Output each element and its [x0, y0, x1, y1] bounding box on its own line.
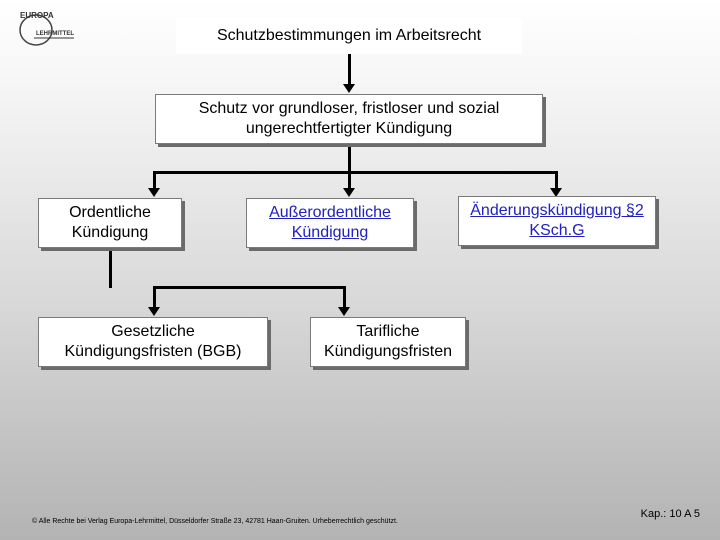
gesetzliche-fristen-box: [38, 317, 268, 367]
tarifliche-fristen-text: Tarifliche Kündigungsfristen: [323, 323, 453, 360]
connector-main-down: [348, 145, 351, 173]
connector-to-tarifliche: [343, 286, 346, 307]
connector-ordentliche-down: [109, 250, 112, 288]
connector-title-main: [348, 54, 351, 84]
logo-text-bottom: LEHRMITTEL: [36, 31, 74, 37]
title-box: [176, 18, 522, 54]
arrow-gesetzliche: [148, 307, 160, 316]
copyright-footer: © Alle Rechte bei Verlag Europa-Lehrmittel, Düsseldorfer Straße 23, 42781 Haan-Gruiten. Urheberrechtlich geschützt.: [32, 518, 398, 525]
logo-text-top: EUROPA: [20, 11, 54, 20]
page-title: Schutzbestimmungen im Arbeitsrecht: [216, 27, 482, 44]
europa-lehrmittel-logo: [14, 8, 78, 48]
connector-to-gesetzliche: [153, 286, 156, 307]
connector-horizontal-top: [153, 171, 558, 174]
ordentliche-kuendigung-box: [38, 198, 182, 248]
connector-to-ordentliche: [153, 171, 156, 188]
main-protection-box: [155, 94, 543, 144]
ordentliche-kuendigung-text: Ordentliche Kündigung: [69, 204, 151, 241]
arrow-tarifliche: [338, 307, 350, 316]
ausserordentliche-kuendigung-box[interactable]: [246, 198, 414, 248]
connector-to-aenderung: [555, 171, 558, 188]
arrow-ausserordentliche: [343, 188, 355, 197]
tarifliche-fristen-box: [310, 317, 466, 367]
page-reference: Kap.: 10 A 5: [640, 508, 700, 520]
gesetzliche-fristen-text: Gesetzliche Kündigungsfristen (BGB): [64, 323, 242, 360]
arrow-ordentliche: [148, 188, 160, 197]
main-protection-text: Schutz vor grundloser, fristloser und sozial ungerechtfertigter Kündigung: [198, 100, 500, 137]
connector-to-ausserordentliche: [348, 171, 351, 188]
aenderungskuendigung-link[interactable]: Änderungskündigung §2 KSch.G: [470, 202, 644, 239]
arrow-main: [343, 84, 355, 93]
ausserordentliche-kuendigung-link[interactable]: Außerordentliche Kündigung: [269, 204, 391, 241]
connector-horizontal-bottom: [153, 286, 346, 289]
aenderungskuendigung-box[interactable]: [458, 196, 656, 246]
